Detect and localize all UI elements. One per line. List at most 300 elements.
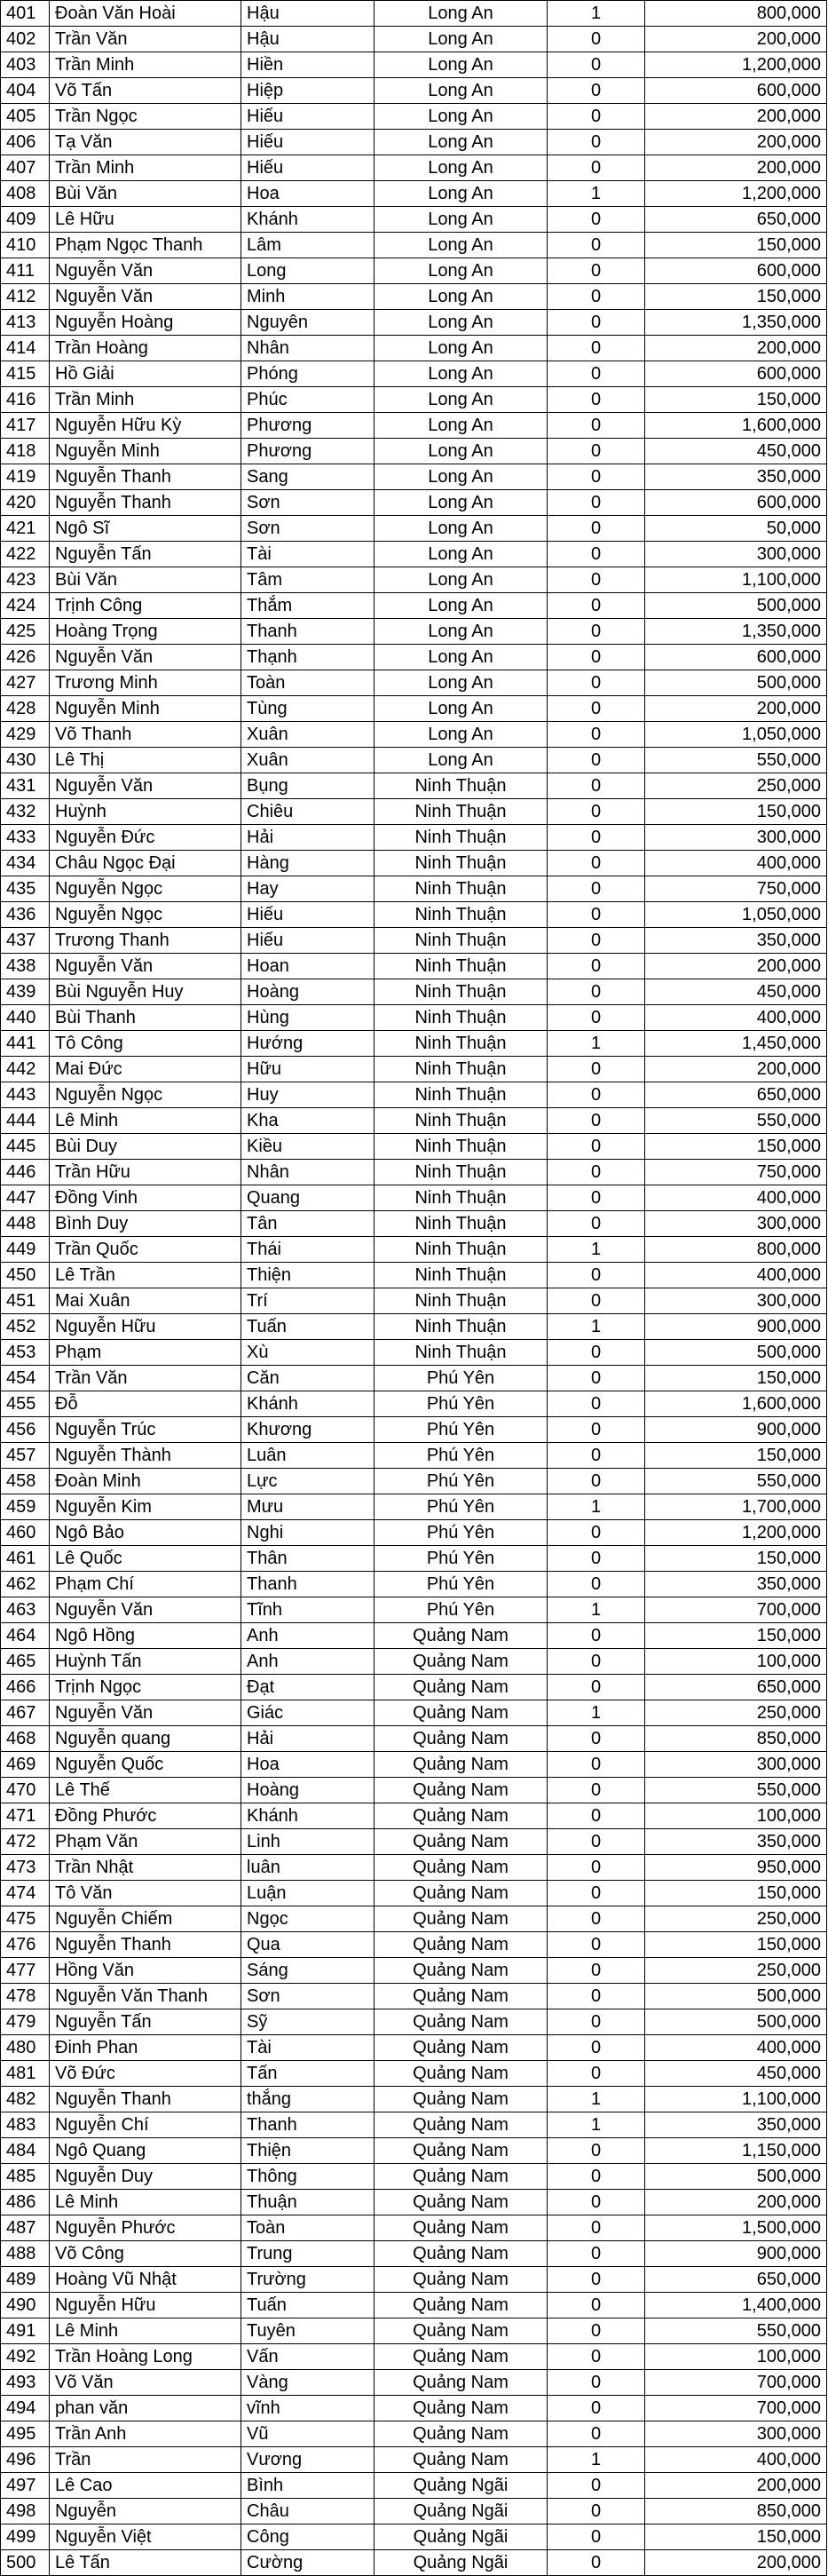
row-number-cell: 427	[1, 670, 50, 696]
given-name-cell: Anh	[241, 1649, 375, 1675]
row-number-cell: 416	[1, 387, 50, 413]
province-cell: Quảng Nam	[375, 2112, 548, 2138]
amount-cell: 200,000	[645, 696, 827, 722]
row-number-cell: 493	[1, 2370, 50, 2396]
table-row	[1, 439, 827, 464]
row-number-cell: 486	[1, 2190, 50, 2215]
table-row	[1, 1932, 827, 1958]
province-cell: Quảng Nam	[375, 2396, 548, 2421]
flag-cell: 0	[548, 1984, 645, 2009]
family-name-cell: Bùi Văn	[50, 181, 241, 207]
table-row	[1, 670, 827, 696]
given-name-cell: Vũ	[241, 2421, 375, 2447]
flag-cell: 0	[548, 954, 645, 979]
row-number-cell: 422	[1, 542, 50, 567]
amount-cell: 1,100,000	[645, 2087, 827, 2112]
table-row	[1, 233, 827, 258]
row-number-cell: 476	[1, 1932, 50, 1958]
table-row	[1, 2061, 827, 2087]
given-name-cell: Thái	[241, 1237, 375, 1263]
flag-cell: 1	[548, 181, 645, 207]
given-name-cell: Tấn	[241, 2061, 375, 2087]
row-number-cell: 453	[1, 1340, 50, 1366]
row-number-cell: 489	[1, 2267, 50, 2293]
flag-cell: 0	[548, 696, 645, 722]
given-name-cell: Anh	[241, 1623, 375, 1649]
given-name-cell: Phương	[241, 439, 375, 464]
amount-cell: 100,000	[645, 2344, 827, 2370]
given-name-cell: Hiếu	[241, 902, 375, 928]
table-row	[1, 1855, 827, 1881]
amount-cell: 200,000	[645, 2190, 827, 2215]
family-name-cell: Nguyễn Hữu Kỳ	[50, 413, 241, 439]
given-name-cell: Tuấn	[241, 1314, 375, 1340]
table-row	[1, 284, 827, 310]
amount-cell: 200,000	[645, 155, 827, 181]
table-row	[1, 902, 827, 928]
family-name-cell: Lê Minh	[50, 2190, 241, 2215]
table-row	[1, 130, 827, 155]
row-number-cell: 420	[1, 490, 50, 516]
row-number-cell: 424	[1, 593, 50, 619]
province-cell: Ninh Thuận	[375, 1340, 548, 1366]
table-row	[1, 928, 827, 954]
given-name-cell: Luận	[241, 1881, 375, 1906]
given-name-cell: Huy	[241, 1082, 375, 1108]
table-row	[1, 1263, 827, 1288]
amount-cell: 100,000	[645, 1649, 827, 1675]
table-row	[1, 1623, 827, 1649]
amount-cell: 1,100,000	[645, 567, 827, 593]
given-name-cell: Hàng	[241, 851, 375, 876]
given-name-cell: Nhân	[241, 1160, 375, 1185]
flag-cell: 0	[548, 413, 645, 439]
flag-cell: 0	[548, 1108, 645, 1134]
table-row	[1, 2190, 827, 2215]
flag-cell: 0	[548, 542, 645, 567]
amount-cell: 400,000	[645, 2035, 827, 2061]
given-name-cell: Hữu	[241, 1057, 375, 1082]
table-row	[1, 2087, 827, 2112]
row-number-cell: 436	[1, 902, 50, 928]
table-row	[1, 1726, 827, 1752]
family-name-cell: Nguyễn Trúc	[50, 1417, 241, 1443]
family-name-cell: Nguyễn Duy	[50, 2164, 241, 2190]
table-row	[1, 1443, 827, 1469]
flag-cell: 0	[548, 1005, 645, 1031]
family-name-cell: Châu Ngọc Đại	[50, 851, 241, 876]
row-number-cell: 403	[1, 52, 50, 78]
family-name-cell: Phạm Chí	[50, 1572, 241, 1597]
amount-cell: 900,000	[645, 2241, 827, 2267]
province-cell: Long An	[375, 361, 548, 387]
table-row	[1, 1494, 827, 1520]
table-row	[1, 1391, 827, 1417]
amount-cell: 300,000	[645, 825, 827, 851]
flag-cell: 0	[548, 1057, 645, 1082]
province-cell: Ninh Thuận	[375, 799, 548, 825]
flag-cell: 0	[548, 2215, 645, 2241]
row-number-cell: 463	[1, 1597, 50, 1623]
flag-cell: 0	[548, 2267, 645, 2293]
given-name-cell: Tài	[241, 542, 375, 567]
family-name-cell: Nguyễn Ngọc	[50, 902, 241, 928]
flag-cell: 1	[548, 2112, 645, 2138]
given-name-cell: Khánh	[241, 207, 375, 233]
flag-cell: 0	[548, 876, 645, 902]
family-name-cell: Lê Thị	[50, 748, 241, 773]
row-number-cell: 498	[1, 2499, 50, 2524]
row-number-cell: 472	[1, 1829, 50, 1855]
flag-cell: 0	[548, 1211, 645, 1237]
family-name-cell: phan văn	[50, 2396, 241, 2421]
table-row	[1, 78, 827, 104]
table-row	[1, 1752, 827, 1778]
amount-cell: 650,000	[645, 207, 827, 233]
province-cell: Ninh Thuận	[375, 902, 548, 928]
flag-cell: 0	[548, 1778, 645, 1803]
flag-cell: 0	[548, 1803, 645, 1829]
table-row	[1, 1160, 827, 1185]
row-number-cell: 485	[1, 2164, 50, 2190]
flag-cell: 0	[548, 902, 645, 928]
given-name-cell: Giác	[241, 1700, 375, 1726]
amount-cell: 1,050,000	[645, 722, 827, 748]
given-name-cell: Trí	[241, 1288, 375, 1314]
table-row	[1, 2293, 827, 2318]
given-name-cell: Hải	[241, 825, 375, 851]
given-name-cell: Khánh	[241, 1391, 375, 1417]
given-name-cell: Hiếu	[241, 130, 375, 155]
family-name-cell: Mai Đức	[50, 1057, 241, 1082]
family-name-cell: Hoàng Trọng	[50, 619, 241, 645]
amount-cell: 1,200,000	[645, 1520, 827, 1546]
amount-cell: 300,000	[645, 1752, 827, 1778]
row-number-cell: 482	[1, 2087, 50, 2112]
province-cell: Quảng Nam	[375, 1803, 548, 1829]
family-name-cell: Hồ Giải	[50, 361, 241, 387]
province-cell: Quảng Nam	[375, 1932, 548, 1958]
given-name-cell: Hiếu	[241, 104, 375, 130]
given-name-cell: Hoàng	[241, 979, 375, 1005]
given-name-cell: Mưu	[241, 1494, 375, 1520]
given-name-cell: Thiện	[241, 1263, 375, 1288]
given-name-cell: Trường	[241, 2267, 375, 2293]
family-name-cell: Huỳnh Tấn	[50, 1649, 241, 1675]
table-row	[1, 2112, 827, 2138]
table-row	[1, 2138, 827, 2164]
amount-cell: 150,000	[645, 387, 827, 413]
row-number-cell: 437	[1, 928, 50, 954]
table-row	[1, 876, 827, 902]
province-cell: Quảng Nam	[375, 1649, 548, 1675]
flag-cell: 0	[548, 593, 645, 619]
table-row	[1, 310, 827, 336]
given-name-cell: Thiện	[241, 2138, 375, 2164]
given-name-cell: Phương	[241, 413, 375, 439]
given-name-cell: Sáng	[241, 1958, 375, 1984]
row-number-cell: 408	[1, 181, 50, 207]
flag-cell: 0	[548, 2344, 645, 2370]
row-number-cell: 454	[1, 1366, 50, 1391]
given-name-cell: Thanh	[241, 1572, 375, 1597]
family-name-cell: Ngô Bảo	[50, 1520, 241, 1546]
row-number-cell: 421	[1, 516, 50, 542]
family-name-cell: Trần Minh	[50, 52, 241, 78]
flag-cell: 0	[548, 130, 645, 155]
table-row	[1, 2009, 827, 2035]
family-name-cell: Ngô Hồng	[50, 1623, 241, 1649]
row-number-cell: 439	[1, 979, 50, 1005]
given-name-cell: Quang	[241, 1185, 375, 1211]
family-name-cell: Trần	[50, 2447, 241, 2473]
given-name-cell: Vương	[241, 2447, 375, 2473]
table-row	[1, 1958, 827, 1984]
row-number-cell: 466	[1, 1675, 50, 1700]
amount-cell: 600,000	[645, 361, 827, 387]
family-name-cell: Nguyễn Văn	[50, 954, 241, 979]
amount-cell: 1,600,000	[645, 1391, 827, 1417]
amount-cell: 500,000	[645, 670, 827, 696]
province-cell: Long An	[375, 490, 548, 516]
family-name-cell: Nguyễn Tấn	[50, 2009, 241, 2035]
amount-cell: 750,000	[645, 876, 827, 902]
amount-cell: 1,200,000	[645, 181, 827, 207]
family-name-cell: Trần Hữu	[50, 1160, 241, 1185]
amount-cell: 400,000	[645, 851, 827, 876]
row-number-cell: 487	[1, 2215, 50, 2241]
amount-cell: 300,000	[645, 1288, 827, 1314]
amount-cell: 150,000	[645, 1443, 827, 1469]
flag-cell: 1	[548, 1237, 645, 1263]
row-number-cell: 450	[1, 1263, 50, 1288]
province-cell: Quảng Nam	[375, 2190, 548, 2215]
row-number-cell: 444	[1, 1108, 50, 1134]
flag-cell: 0	[548, 722, 645, 748]
family-name-cell: Bùi Duy	[50, 1134, 241, 1160]
flag-cell: 0	[548, 928, 645, 954]
table-row	[1, 2267, 827, 2293]
flag-cell: 0	[548, 2396, 645, 2421]
table-row	[1, 1211, 827, 1237]
province-cell: Ninh Thuận	[375, 1160, 548, 1185]
row-number-cell: 479	[1, 2009, 50, 2035]
amount-cell: 400,000	[645, 1185, 827, 1211]
province-cell: Quảng Nam	[375, 2344, 548, 2370]
amount-cell: 900,000	[645, 1417, 827, 1443]
amount-cell: 200,000	[645, 2473, 827, 2499]
table-row	[1, 1829, 827, 1855]
flag-cell: 0	[548, 1160, 645, 1185]
given-name-cell: Xù	[241, 1340, 375, 1366]
row-number-cell: 457	[1, 1443, 50, 1469]
province-cell: Quảng Nam	[375, 2241, 548, 2267]
amount-cell: 250,000	[645, 1906, 827, 1932]
family-name-cell: Nguyễn Thanh	[50, 1932, 241, 1958]
amount-cell: 150,000	[645, 1881, 827, 1906]
family-name-cell: Lê Quốc	[50, 1546, 241, 1572]
row-number-cell: 418	[1, 439, 50, 464]
family-name-cell: Tô Công	[50, 1031, 241, 1057]
family-name-cell: Lê Trần	[50, 1263, 241, 1288]
amount-cell: 550,000	[645, 748, 827, 773]
family-name-cell: Võ Tấn	[50, 78, 241, 104]
flag-cell: 0	[548, 310, 645, 336]
province-cell: Ninh Thuận	[375, 1031, 548, 1057]
amount-cell: 600,000	[645, 258, 827, 284]
flag-cell: 1	[548, 1031, 645, 1057]
table-row	[1, 567, 827, 593]
row-number-cell: 461	[1, 1546, 50, 1572]
amount-cell: 150,000	[645, 1134, 827, 1160]
given-name-cell: Tân	[241, 1211, 375, 1237]
family-name-cell: Lê Thế	[50, 1778, 241, 1803]
flag-cell: 0	[548, 1881, 645, 1906]
given-name-cell: Hậu	[241, 1, 375, 27]
family-name-cell: Bùi Văn	[50, 567, 241, 593]
flag-cell: 0	[548, 1752, 645, 1778]
given-name-cell: Thắm	[241, 593, 375, 619]
table-row	[1, 1597, 827, 1623]
flag-cell: 1	[548, 1314, 645, 1340]
family-name-cell: Nguyễn Kim	[50, 1494, 241, 1520]
given-name-cell: Toàn	[241, 670, 375, 696]
row-number-cell: 405	[1, 104, 50, 130]
given-name-cell: Ngọc	[241, 1906, 375, 1932]
family-name-cell: Nguyễn Văn	[50, 284, 241, 310]
table-row	[1, 619, 827, 645]
family-name-cell: Ngô Sĩ	[50, 516, 241, 542]
amount-cell: 350,000	[645, 1829, 827, 1855]
amount-cell: 100,000	[645, 1803, 827, 1829]
table-row	[1, 773, 827, 799]
row-number-cell: 407	[1, 155, 50, 181]
row-number-cell: 469	[1, 1752, 50, 1778]
table-row	[1, 1778, 827, 1803]
province-cell: Long An	[375, 722, 548, 748]
province-cell: Long An	[375, 284, 548, 310]
table-row	[1, 1082, 827, 1108]
table-row	[1, 181, 827, 207]
province-cell: Ninh Thuận	[375, 1237, 548, 1263]
row-number-cell: 423	[1, 567, 50, 593]
province-cell: Phú Yên	[375, 1494, 548, 1520]
flag-cell: 0	[548, 2061, 645, 2087]
province-cell: Phú Yên	[375, 1391, 548, 1417]
given-name-cell: Kha	[241, 1108, 375, 1134]
row-number-cell: 474	[1, 1881, 50, 1906]
given-name-cell: Công	[241, 2524, 375, 2550]
row-number-cell: 412	[1, 284, 50, 310]
row-number-cell: 458	[1, 1469, 50, 1494]
flag-cell: 0	[548, 748, 645, 773]
province-cell: Long An	[375, 619, 548, 645]
family-name-cell: Võ Đức	[50, 2061, 241, 2087]
flag-cell: 0	[548, 78, 645, 104]
table-row	[1, 1803, 827, 1829]
given-name-cell: luân	[241, 1855, 375, 1881]
table-row	[1, 2370, 827, 2396]
family-name-cell: Trịnh Ngọc	[50, 1675, 241, 1700]
given-name-cell: Luân	[241, 1443, 375, 1469]
amount-cell: 450,000	[645, 439, 827, 464]
table-row	[1, 155, 827, 181]
flag-cell: 0	[548, 1263, 645, 1288]
family-name-cell: Nguyễn Tấn	[50, 542, 241, 567]
province-cell: Quảng Nam	[375, 2293, 548, 2318]
family-name-cell: Hoàng Vũ Nhật	[50, 2267, 241, 2293]
row-number-cell: 497	[1, 2473, 50, 2499]
flag-cell: 0	[548, 490, 645, 516]
given-name-cell: Hiền	[241, 52, 375, 78]
province-cell: Long An	[375, 645, 548, 670]
row-number-cell: 488	[1, 2241, 50, 2267]
table-row	[1, 2164, 827, 2190]
row-number-cell: 432	[1, 799, 50, 825]
row-number-cell: 470	[1, 1778, 50, 1803]
given-name-cell: Đạt	[241, 1675, 375, 1700]
province-cell: Quảng Nam	[375, 2035, 548, 2061]
row-number-cell: 430	[1, 748, 50, 773]
amount-cell: 750,000	[645, 1160, 827, 1185]
table-body	[1, 1, 827, 2576]
flag-cell: 0	[548, 464, 645, 490]
province-cell: Long An	[375, 670, 548, 696]
table-row	[1, 593, 827, 619]
row-number-cell: 435	[1, 876, 50, 902]
province-cell: Ninh Thuận	[375, 979, 548, 1005]
amount-cell: 600,000	[645, 645, 827, 670]
given-name-cell: Tâm	[241, 567, 375, 593]
table-row	[1, 1057, 827, 1082]
table-row	[1, 2421, 827, 2447]
family-name-cell: Lê Hữu	[50, 207, 241, 233]
family-name-cell: Nguyễn Minh	[50, 439, 241, 464]
table-row	[1, 1031, 827, 1057]
flag-cell: 0	[548, 1366, 645, 1391]
flag-cell: 0	[548, 1340, 645, 1366]
flag-cell: 1	[548, 1494, 645, 1520]
table-row	[1, 490, 827, 516]
family-name-cell: Nguyễn Quốc	[50, 1752, 241, 1778]
province-cell: Quảng Nam	[375, 1623, 548, 1649]
family-name-cell: Nguyễn Hoàng	[50, 310, 241, 336]
row-number-cell: 447	[1, 1185, 50, 1211]
row-number-cell: 409	[1, 207, 50, 233]
province-cell: Long An	[375, 181, 548, 207]
province-cell: Quảng Ngãi	[375, 2473, 548, 2499]
given-name-cell: Vàng	[241, 2370, 375, 2396]
given-name-cell: Thuận	[241, 2190, 375, 2215]
amount-cell: 600,000	[645, 490, 827, 516]
amount-cell: 200,000	[645, 954, 827, 979]
table-row	[1, 1520, 827, 1546]
amount-cell: 350,000	[645, 464, 827, 490]
table-row	[1, 1314, 827, 1340]
given-name-cell: Thanh	[241, 2112, 375, 2138]
family-name-cell: Trần Hoàng Long	[50, 2344, 241, 2370]
row-number-cell: 468	[1, 1726, 50, 1752]
given-name-cell: Sơn	[241, 1984, 375, 2009]
table-row	[1, 2524, 827, 2550]
table-row	[1, 1185, 827, 1211]
given-name-cell: Thân	[241, 1546, 375, 1572]
family-name-cell: Trần Nhật	[50, 1855, 241, 1881]
family-name-cell: Bình Duy	[50, 1211, 241, 1237]
given-name-cell: Hay	[241, 876, 375, 902]
family-name-cell: Nguyễn Đức	[50, 825, 241, 851]
row-number-cell: 484	[1, 2138, 50, 2164]
